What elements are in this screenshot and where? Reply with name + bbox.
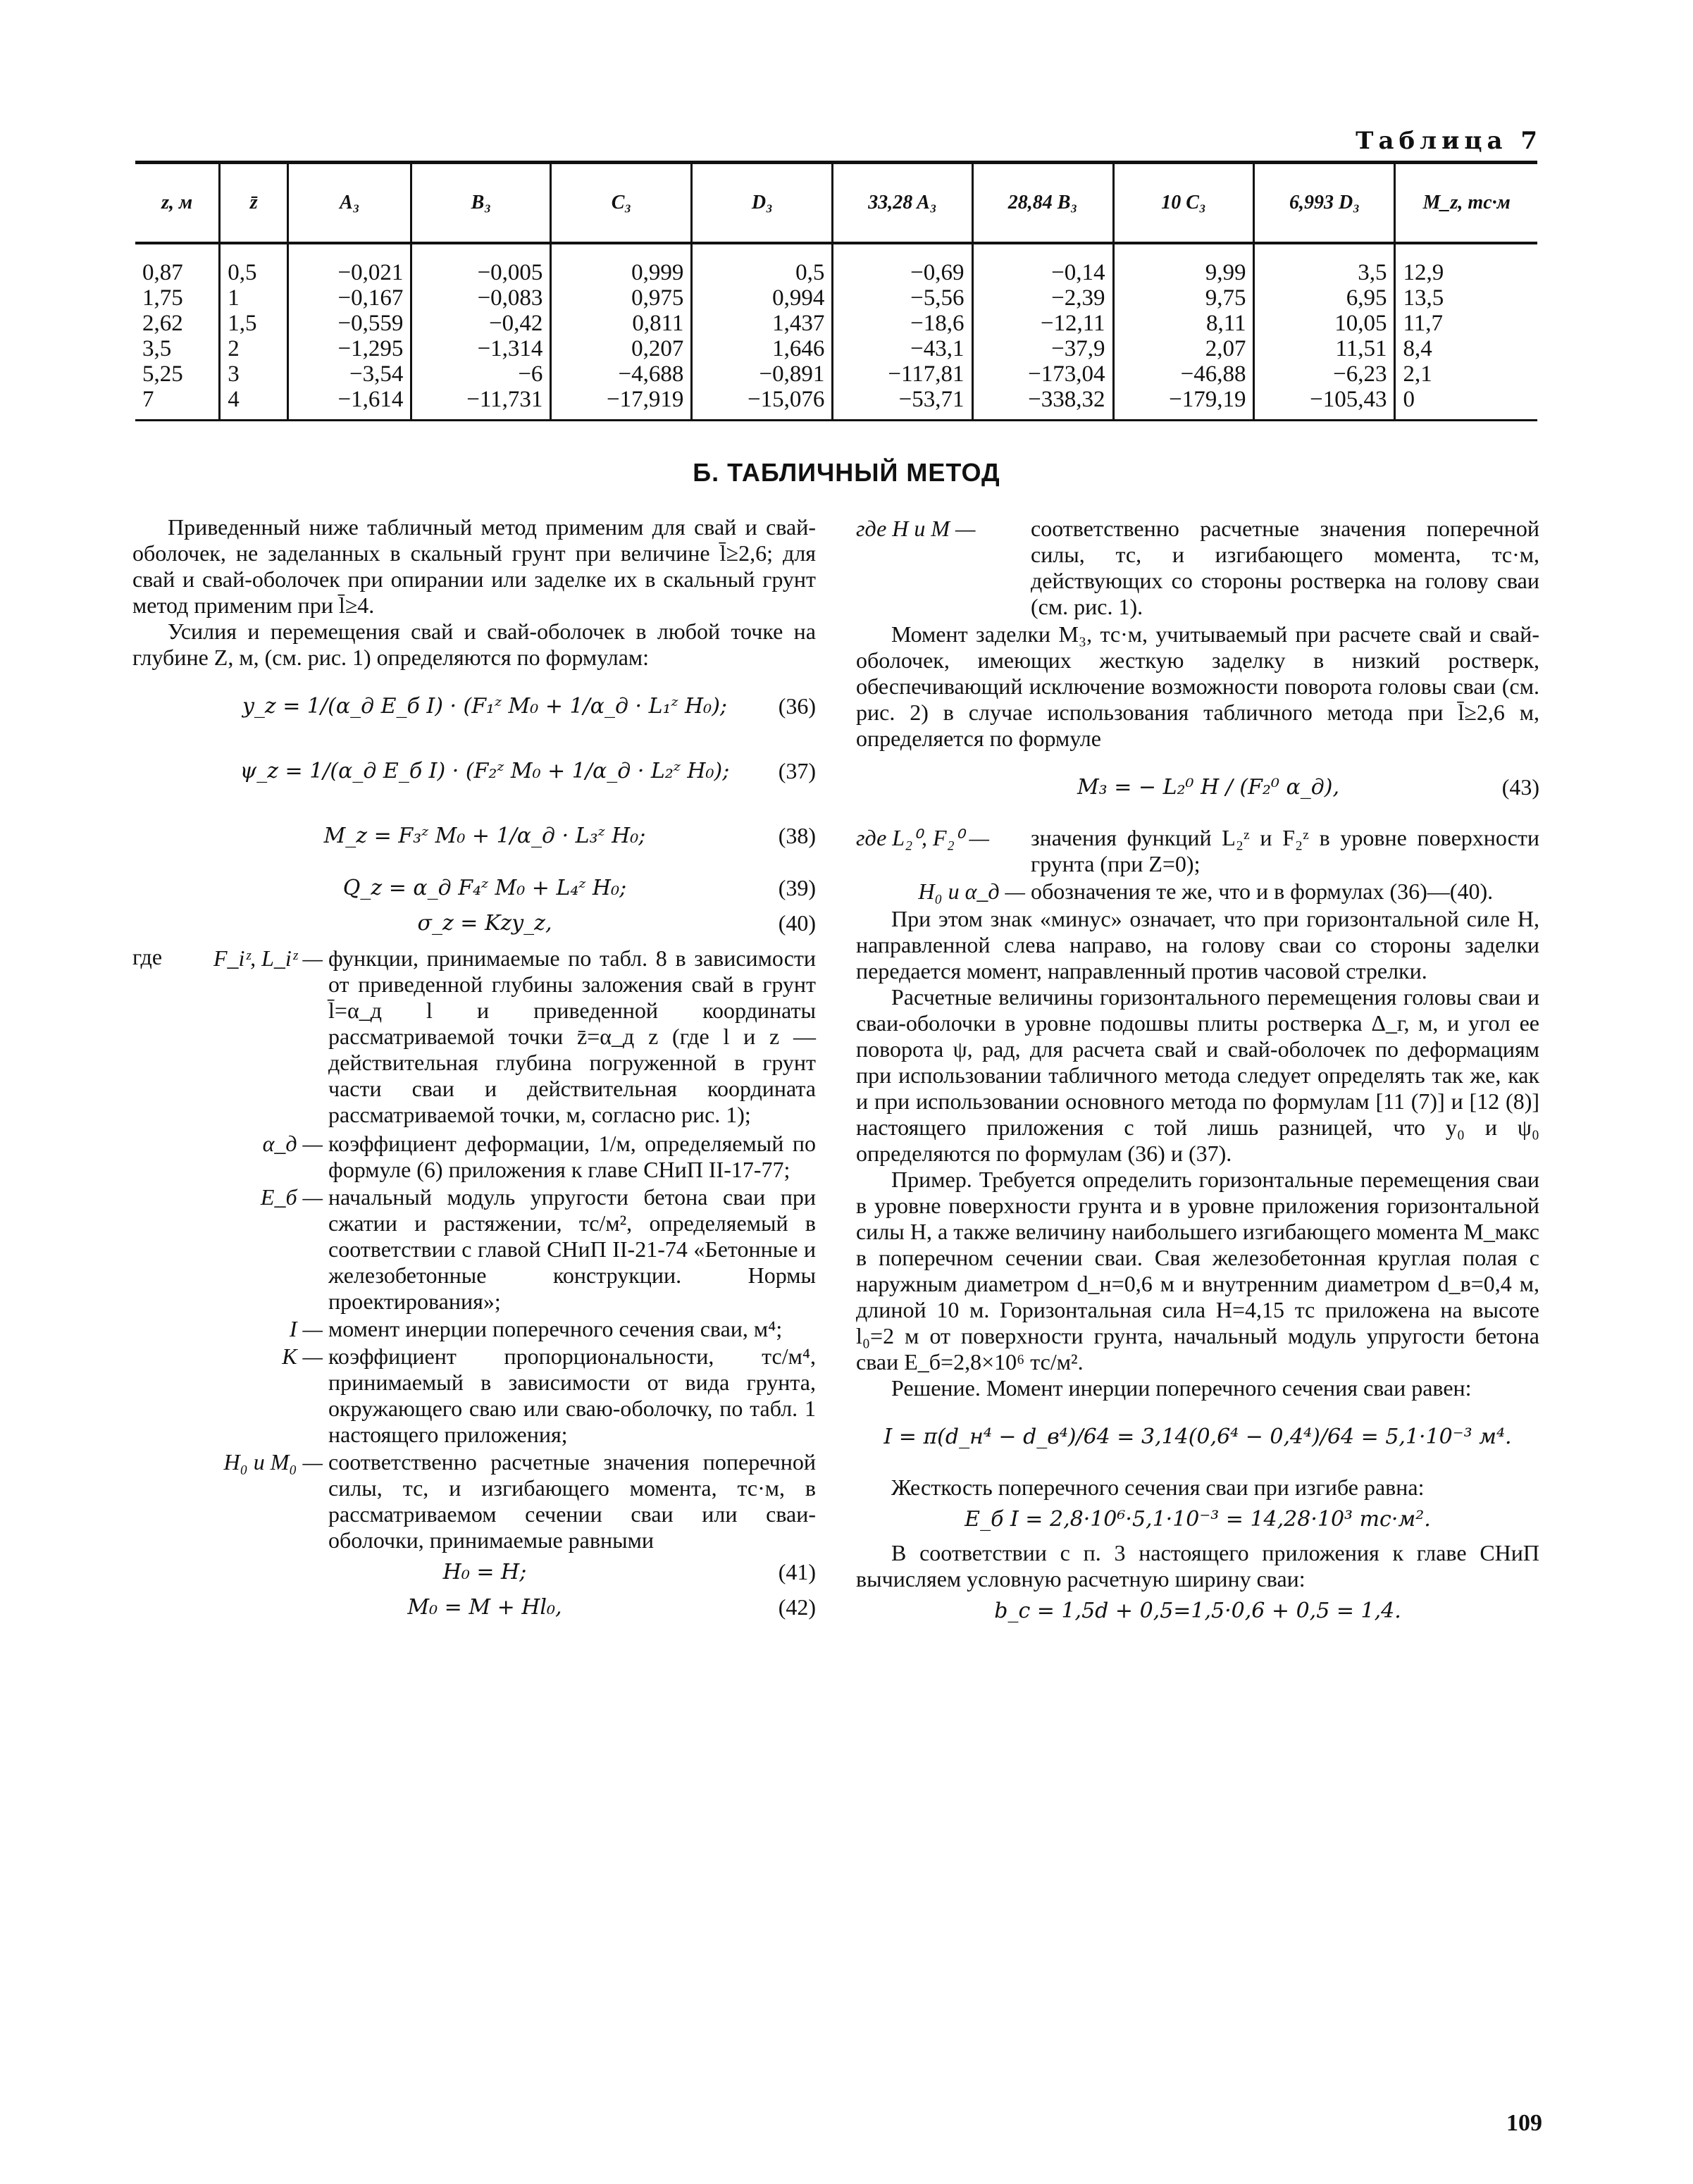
definition-symbol: где L₂⁰, F₂⁰ —	[856, 825, 989, 850]
table-cell: −1,314	[411, 336, 551, 361]
formula-text: σ_z = Kzy_z,	[417, 911, 552, 936]
definition-symbol: E_б —	[260, 1184, 323, 1210]
formula-text: y_z = 1/(α_д E_б I) · (F₁ᶻ M₀ + 1/α_д · L₁ᶻ H₀);	[242, 694, 728, 719]
table-cell: −179,19	[1113, 387, 1254, 421]
table-cell: 2,62	[142, 311, 183, 336]
right-column	[856, 514, 1539, 1632]
table-cell: −6,23	[1254, 361, 1395, 387]
formula-text: I = π(d_н⁴ − d_в⁴)/64 = 3,14(0,6⁴ − 0,4⁴)/64 = 5,1·10⁻³ м⁴.	[883, 1425, 1512, 1449]
table-cell: 8,4	[1395, 336, 1537, 361]
section-title: Б. ТАБЛИЧНЫЙ МЕТОД	[693, 458, 1000, 487]
paragraph: Решение. Момент инерции поперечного сечения сваи равен:	[891, 1375, 1472, 1401]
table-row	[135, 285, 1537, 311]
table-cell: −117,81	[833, 361, 972, 387]
formula-number: (37)	[778, 758, 816, 783]
definition-symbol: I —	[289, 1316, 323, 1341]
table-header: C₃	[551, 163, 692, 244]
formula-text: M_z = F₃ᶻ M₀ + 1/α_д · L₃ᶻ H₀;	[323, 824, 646, 848]
table-cell: −0,559	[288, 311, 411, 336]
definition	[856, 879, 1539, 905]
table-header: 6,993 D₃	[1254, 163, 1395, 244]
table-cell: −5,56	[833, 285, 972, 311]
table-cell: 5,25	[142, 361, 183, 387]
definition	[132, 1131, 816, 1183]
formula-number: (39)	[778, 875, 816, 900]
table-cell: 0,87	[142, 260, 183, 285]
table-cell: 1	[220, 285, 288, 311]
definition-symbol: H₀ и α_д —	[918, 879, 1025, 904]
formula-39	[132, 874, 816, 905]
definition-text: значения функций L₂ᶻ и F₂ᶻ в уровне поверхности грунта (при Z=0);	[1031, 825, 1539, 876]
table-cell: 9,99	[1113, 243, 1254, 285]
table-caption: Таблица 7	[1356, 127, 1542, 155]
table-cell: 13,5	[1395, 285, 1537, 311]
table-cell: 0,811	[551, 311, 692, 336]
table-header-row	[135, 163, 1537, 244]
definition-text: момент инерции поперечного сечения сваи, м⁴;	[328, 1316, 783, 1341]
table-cell: 2,1	[1395, 361, 1537, 387]
table-cell: 2,07	[1113, 336, 1254, 361]
table-cell: −105,43	[1254, 387, 1395, 421]
table-cell: −0,42	[411, 311, 551, 336]
table-header: z̄	[220, 163, 288, 244]
formula-text: b_c = 1,5d + 0,5=1,5·0,6 + 0,5 = 1,4.	[994, 1599, 1401, 1623]
data-table	[135, 161, 1537, 421]
definition	[856, 516, 1539, 620]
definition	[132, 1316, 816, 1342]
table-cell: −18,6	[833, 311, 972, 336]
table-row	[135, 243, 1537, 285]
formula-42	[132, 1593, 816, 1624]
paragraph: Момент заделки M₃, тс·м, учитываемый при расчете свай и свай-оболочек, имеющих жесткую заделку в низкий ростверк, обеспечивающий исключение возможности поворота головы сваи (см. рис. 2) в случае использования табличного метода при l̄≥2,6 м, определяется по формуле	[856, 621, 1539, 751]
table-cell: −3,54	[288, 361, 411, 387]
table-cell: −37,9	[972, 336, 1113, 361]
table-cell: −11,731	[411, 387, 551, 421]
table-cell: 0,5	[220, 243, 288, 285]
formula-inertia	[856, 1410, 1539, 1466]
formula-41	[132, 1558, 816, 1589]
table-cell: 11,51	[1254, 336, 1395, 361]
formula-text: M₀ = M + Hl₀,	[407, 1595, 562, 1620]
formula-stiffness	[856, 1505, 1539, 1536]
formula-width	[856, 1596, 1539, 1627]
table-cell: −0,005	[411, 243, 551, 285]
table-cell: 3	[220, 361, 288, 387]
table-header: z, м	[135, 163, 220, 244]
formula-38	[132, 809, 816, 865]
table-cell: 0,994	[692, 285, 833, 311]
table-cell: 9,75	[1113, 285, 1254, 311]
table-cell: 2	[220, 336, 288, 361]
table-cell: 0,207	[551, 336, 692, 361]
table-cell: 3,5	[1254, 243, 1395, 285]
definition-text: начальный модуль упругости бетона сваи при сжатии и растяжении, тс/м², определяемый в соответствии с главой СНиП II-21-74 «Бетонные и железобетонные конструкции. Нормы проектирования»;	[328, 1184, 816, 1314]
table-header: 10 C₃	[1113, 163, 1254, 244]
formula-text: H₀ = H;	[442, 1560, 527, 1584]
table-row	[135, 311, 1537, 336]
table-cell: −0,891	[692, 361, 833, 387]
table-cell: −6	[411, 361, 551, 387]
definition	[132, 1344, 816, 1448]
formula-text: Q_z = α_д F₄ᶻ M₀ + L₄ᶻ H₀;	[342, 876, 627, 900]
paragraph: Приведенный ниже табличный метод применим для свай и свай-оболочек, не заделанных в скальный грунт при величине l̄≥2,6; для свай и свай-оболочек при опирании или заделке их в скальный грунт метод применим при l̄≥4.	[132, 514, 816, 618]
definition-symbol: K —	[282, 1344, 323, 1369]
table-cell: −53,71	[833, 387, 972, 421]
table-cell: 4	[220, 387, 288, 421]
table-cell: −0,021	[288, 243, 411, 285]
formula-number: (38)	[778, 823, 816, 848]
table-header: A₃	[288, 163, 411, 244]
paragraph: В соответствии с п. 3 настоящего приложения к главе СНиП вычисляем условную расчетную ширину сваи:	[856, 1540, 1539, 1592]
definition-symbol: H₀ и M₀ —	[223, 1449, 323, 1475]
table-header: 28,84 B₃	[972, 163, 1113, 244]
formula-number: (41)	[778, 1559, 816, 1584]
where-word: где	[132, 944, 163, 969]
table-cell: 10,05	[1254, 311, 1395, 336]
definition	[189, 945, 816, 1128]
paragraph: Усилия и перемещения свай и свай-оболочек в любой точке на глубине Z, м, (см. рис. 1) определяются по формулам:	[132, 619, 816, 670]
formula-number: (40)	[778, 910, 816, 936]
definition	[132, 1449, 816, 1553]
table-header: B₃	[411, 163, 551, 244]
definition-text: функции, принимаемые по табл. 8 в зависимости от приведенной глубины заложения свай в грунт l̄=α_д l и приведенной координаты рассматриваемой точки z̄=α_д z (где l и z — действительная глубина погруженной в грунт части сваи и действительная координата рассматриваемой точки, м, согласно рис. 1);	[328, 945, 816, 1127]
definition-text: обозначения те же, что и в формулах (36)—(40).	[1031, 879, 1494, 904]
table-cell: 7	[135, 387, 220, 421]
table-cell: −0,167	[288, 285, 411, 311]
table-row	[135, 387, 1537, 421]
table-cell: −0,14	[972, 243, 1113, 285]
formula-text: ψ_z = 1/(α_д E_б I) · (F₂ᶻ M₀ + 1/α_д · L₂ᶻ H₀);	[240, 759, 730, 783]
formula-37	[132, 744, 816, 800]
left-column	[132, 514, 816, 1628]
definition-text: соответственно расчетные значения поперечной силы, тс, и изгибающего момента, тс·м, действующих со стороны ростверка на голову сваи (см. рис. 1).	[1031, 516, 1539, 619]
paragraph: Пример. Требуется определить горизонтальные перемещения сваи в уровне поверхности грунта и в уровне приложения горизонтальной силы H, а также величину наибольшего изгибающего момента M_макс в поперечном сечении сваи. Свая железобетонная круглая полая с наружным диаметром d_н=0,6 м и внутренним диаметром d_в=0,4 м, длиной 10 м. Горизонтальная сила H=4,15 тс приложена на высоте l₀=2 м от поверхности грунта, начальный модуль упругости бетона сваи E_б=2,8×10⁶ тс/м².	[856, 1167, 1539, 1375]
table-cell: 0,975	[551, 285, 692, 311]
table-cell: −0,083	[411, 285, 551, 311]
table-cell: 0,999	[551, 243, 692, 285]
definition	[132, 1184, 816, 1315]
table-header: D₃	[692, 163, 833, 244]
table-cell: 1,646	[692, 336, 833, 361]
table-cell: 0	[1395, 387, 1537, 421]
page-number: 109	[1506, 2110, 1542, 2136]
formula-36	[132, 679, 816, 736]
table-cell: 6,95	[1254, 285, 1395, 311]
definition-text: коэффициент пропорциональности, тс/м⁴, принимаемый в зависимости от вида грунта, окружающего сваю или сваю-оболочку, по табл. 1 настоящего приложения;	[328, 1344, 816, 1447]
table-row	[135, 361, 1537, 387]
definition-symbol: α_д —	[262, 1131, 323, 1156]
definition-text: коэффициент деформации, 1/м, определяемый по формуле (6) приложения к главе СНиП II-17-77;	[328, 1131, 816, 1182]
table-cell: −1,614	[288, 387, 411, 421]
definition-symbol: F_iᶻ, L_iᶻ —	[213, 945, 323, 971]
formula-number: (42)	[778, 1594, 816, 1620]
formula-text: E_б I = 2,8·10⁶·5,1·10⁻³ = 14,28·10³ тс·м².	[965, 1507, 1431, 1532]
table-cell: −2,39	[972, 285, 1113, 311]
table-cell: 1,75	[142, 285, 183, 311]
table-header: M_z, тс·м	[1395, 163, 1537, 244]
definition-symbol: где H и M —	[856, 516, 976, 541]
formula-number: (36)	[778, 693, 816, 719]
table-cell: −338,32	[972, 387, 1113, 421]
table-cell: 0,5	[692, 243, 833, 285]
table-cell: 8,11	[1113, 311, 1254, 336]
table-cell: −173,04	[972, 361, 1113, 387]
table-cell: 1,437	[692, 311, 833, 336]
formula-number: (43)	[1501, 774, 1539, 800]
table-cell: 11,7	[1395, 311, 1537, 336]
formula-40	[132, 909, 816, 940]
formula-43	[856, 760, 1539, 817]
paragraph: Жесткость поперечного сечения сваи при изгибе равна:	[891, 1475, 1425, 1500]
table-cell: −12,11	[972, 311, 1113, 336]
definition	[856, 825, 1539, 877]
table-header: 33,28 A₃	[833, 163, 972, 244]
table-cell: −15,076	[692, 387, 833, 421]
table-cell: −46,88	[1113, 361, 1254, 387]
table-cell: −1,295	[288, 336, 411, 361]
paragraph: При этом знак «минус» означает, что при горизонтальной силе H, направленной слева направо, на голову сваи со стороны заделки передается момент, направленный против часовой стрелки.	[856, 906, 1539, 984]
definitions-start	[132, 944, 816, 1129]
table-cell: −0,69	[833, 243, 972, 285]
definition-text: соответственно расчетные значения поперечной силы, тс, и изгибающего момента, тс·м, в рассматриваемом сечении сваи или сваи-оболочки, принимаемые равными	[328, 1449, 816, 1553]
table-cell: −43,1	[833, 336, 972, 361]
table-row	[135, 336, 1537, 361]
table-cell: 3,5	[142, 336, 172, 361]
formula-text: M₃ = − L₂⁰ H / (F₂⁰ α_д),	[1077, 775, 1340, 800]
paragraph: Расчетные величины горизонтального перемещения головы сваи и сваи-оболочки в уровне подошвы плиты ростверка Δ_г, м, и угол ее поворота ψ, рад, для расчета свай и свай-оболочек по деформациям при использовании табличного метода следует определять так же, как и при использовании основного метода по формулам [11 (7)] и [12 (8)] настоящего приложения с той лишь разницей, что y₀ и ψ₀ определяются по формулам (36) и (37).	[856, 984, 1539, 1166]
table-cell: 1,5	[220, 311, 288, 336]
table-cell: −17,919	[551, 387, 692, 421]
table-cell: 12,9	[1395, 243, 1537, 285]
table-cell: −4,688	[551, 361, 692, 387]
